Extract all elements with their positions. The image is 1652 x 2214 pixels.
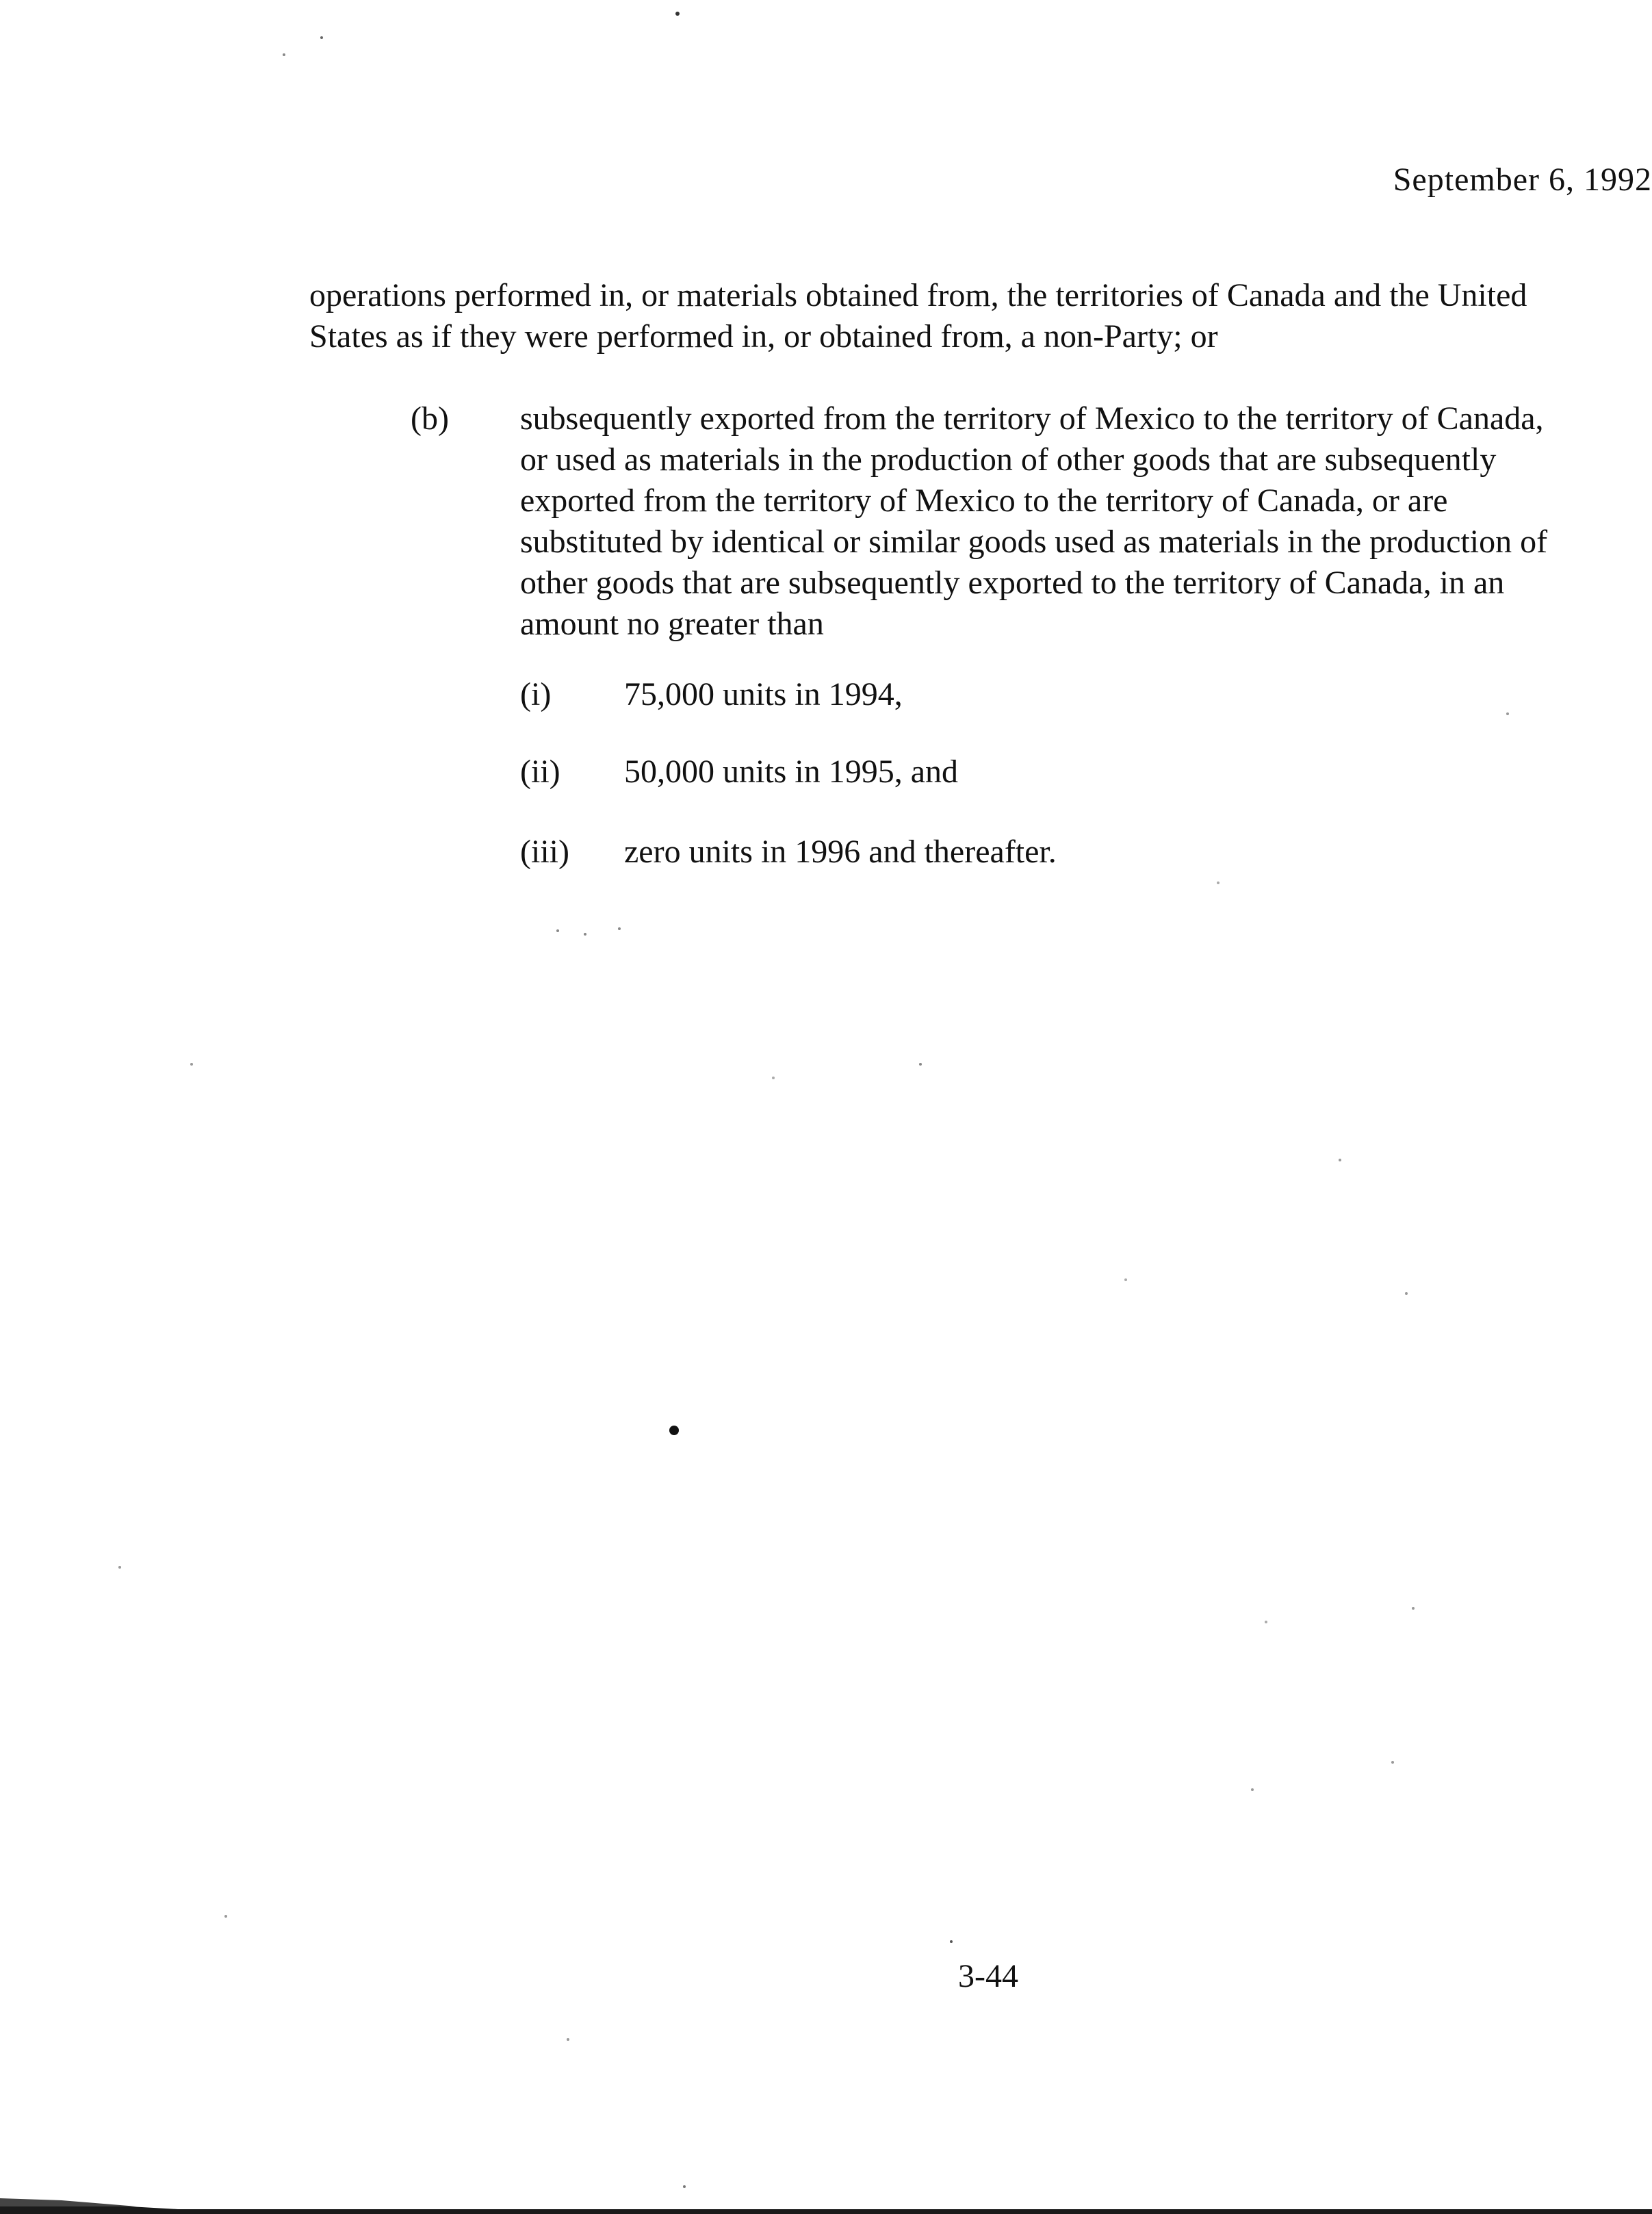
scan-bottom-edge — [0, 2197, 1652, 2214]
page-number: 3-44 — [958, 1958, 1018, 1994]
item-b-line: exported from the territory of Mexico to the territory of Canada, or are — [520, 482, 1448, 519]
sub-item-marker: (iii) — [520, 834, 569, 870]
intro-line: States as if they were performed in, or obtained from, a non-Party; or — [309, 318, 1218, 355]
sub-item-marker: (ii) — [520, 754, 560, 790]
item-b-line: amount no greater than — [520, 606, 824, 642]
item-b-line: or used as materials in the production of other goods that are subsequently — [520, 441, 1497, 478]
header-date: September 6, 1992 — [1393, 162, 1652, 198]
item-marker: (b) — [411, 400, 449, 437]
sub-item-text: zero units in 1996 and thereafter. — [624, 834, 1057, 870]
intro-line: operations performed in, or materials obtained from, the territories of Canada and the United — [309, 277, 1527, 313]
item-b-line: subsequently exported from the territory of Mexico to the territory of Canada, — [520, 400, 1544, 437]
item-b-line: substituted by identical or similar goods used as materials in the production of — [520, 524, 1548, 560]
sub-item-text: 50,000 units in 1995, and — [624, 754, 958, 790]
item-b-line: other goods that are subsequently exported to the territory of Canada, in an — [520, 565, 1505, 601]
sub-item-text: 75,000 units in 1994, — [624, 676, 903, 712]
sub-item-marker: (i) — [520, 676, 552, 712]
